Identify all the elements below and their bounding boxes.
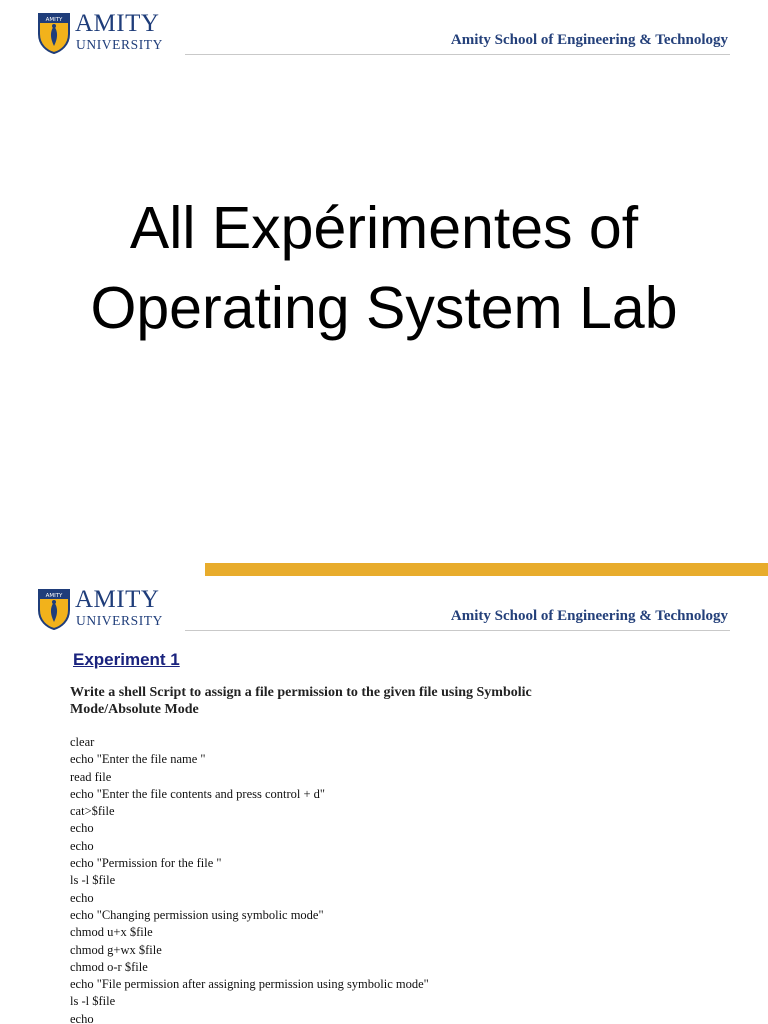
experiment-heading: Experiment 1 bbox=[73, 650, 180, 669]
amity-shield-icon bbox=[37, 588, 71, 630]
task-line-2: Mode/Absolute Mode bbox=[70, 702, 199, 717]
code-line: echo "File permission after assigning permission using symbolic mode" bbox=[70, 977, 429, 992]
school-name: Amity School of Engineering & Technology bbox=[450, 32, 728, 48]
school-name: Amity School of Engineering & Technology bbox=[450, 608, 728, 624]
accent-bar bbox=[205, 563, 768, 576]
shield-crest-text: AMITY bbox=[45, 17, 63, 23]
code-line: chmod g+wx $file bbox=[70, 942, 162, 957]
code-line: chmod u+x $file bbox=[70, 925, 153, 940]
code-line: read file bbox=[70, 769, 112, 784]
code-line: echo bbox=[70, 838, 94, 853]
title-line-2: Operating System Lab bbox=[90, 275, 678, 341]
shield-crest-text: AMITY bbox=[45, 593, 63, 599]
logo-subtitle: UNIVERSITY bbox=[76, 37, 163, 52]
logo-subtitle: UNIVERSITY bbox=[76, 613, 163, 628]
code-line: echo "Permission for the file " bbox=[70, 856, 222, 871]
amity-logo bbox=[37, 588, 177, 634]
code-line: echo bbox=[70, 821, 94, 836]
task-description bbox=[70, 684, 690, 718]
logo-name: AMITY bbox=[75, 10, 160, 37]
code-line: echo "Enter the file contents and press control + d" bbox=[70, 786, 326, 801]
code-line: echo bbox=[70, 1011, 94, 1024]
code-listing bbox=[70, 734, 429, 1024]
header-divider bbox=[185, 630, 730, 631]
task-line-1: Write a shell Script to assign a file permission to the given file using Symbolic bbox=[70, 685, 532, 700]
code-line: echo "Enter the file name " bbox=[70, 752, 206, 767]
code-line: echo bbox=[70, 890, 94, 905]
amity-logo bbox=[37, 12, 177, 58]
code-line: echo "Changing permission using symbolic mode" bbox=[70, 907, 324, 922]
experiment-slide bbox=[0, 576, 768, 1024]
header-divider bbox=[185, 54, 730, 55]
code-line: chmod o-r $file bbox=[70, 959, 148, 974]
code-line: ls -l $file bbox=[70, 873, 116, 888]
title-line-1: All Expérimentes of bbox=[129, 195, 639, 261]
amity-shield-icon bbox=[37, 12, 71, 54]
code-line: ls -l $file bbox=[70, 994, 116, 1009]
logo-name: AMITY bbox=[75, 586, 160, 613]
slide-title bbox=[0, 188, 768, 348]
code-line: clear bbox=[70, 735, 95, 749]
code-line: cat>$file bbox=[70, 804, 115, 819]
